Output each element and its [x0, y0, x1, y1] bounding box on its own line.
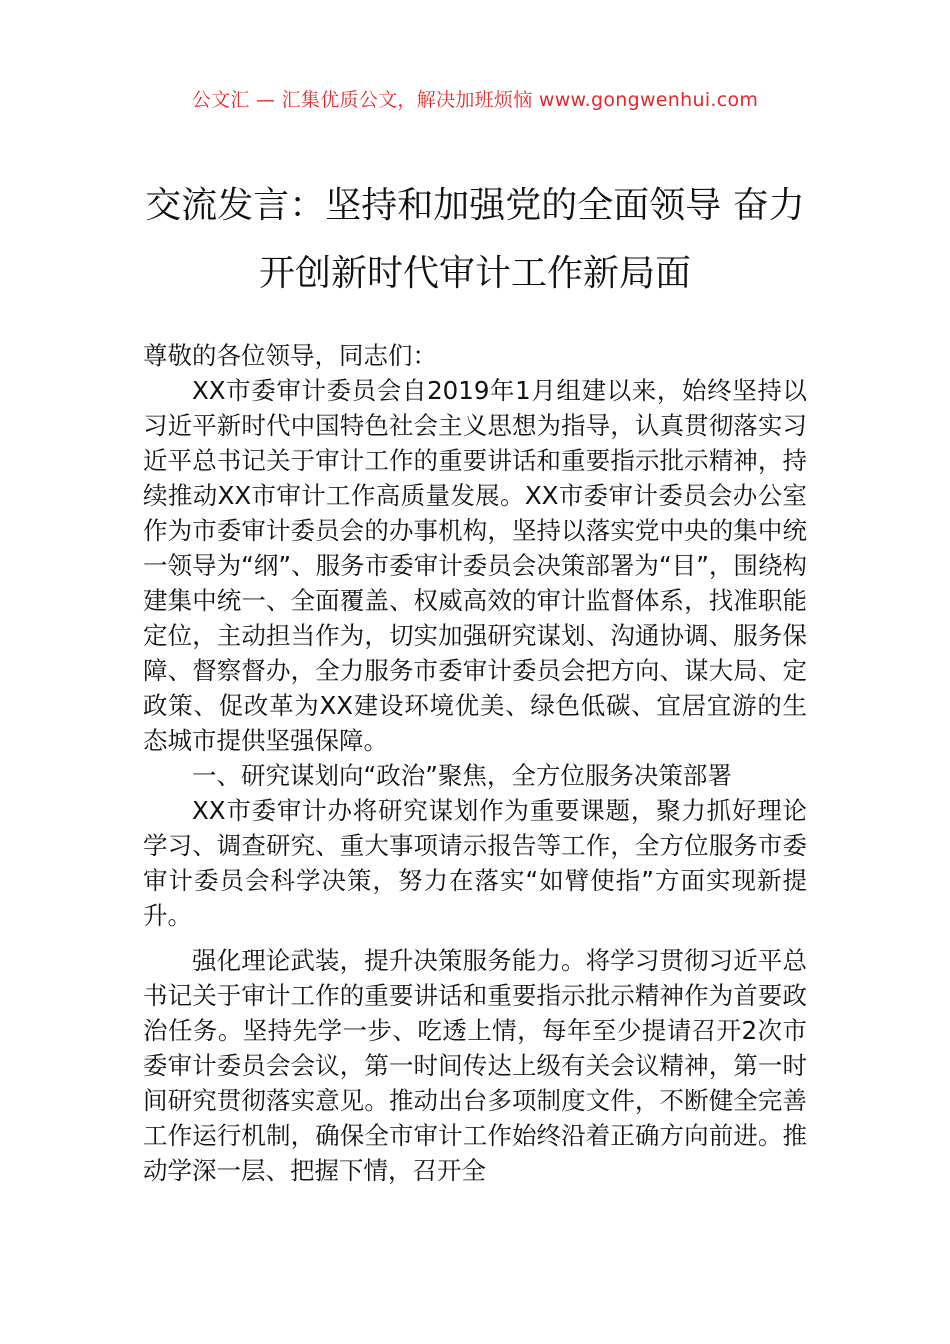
- paragraph-intro: XX市委审计委员会自2019年1月组建以来，始终坚持以习近平新时代中国特色社会主义思想为指导，认真贯彻落实习近平总书记关于审计工作的重要讲话和重要指示批示精神，持续推动XX市审计工作高质量发展。XX市委审计委员会办公室作为市委审计委员会的办事机构，坚持以落实党中央的集中统一领导为“纲”、服务市委审计委员会决策部署为“目”，围绕构建集中统一、全面覆盖、权威高效的审计监督体系，找准职能定位，主动担当作为，切实加强研究谋划、沟通协调、服务保障、督察督办，全力服务市委审计委员会把方向、谋大局、定政策、促改革为XX建设环境优美、绿色低碳、宜居宜游的生态城市提供坚强保障。: [143, 376, 807, 755]
- section-heading-1: 一、研究谋划向“政治”聚焦，全方位服务决策部署: [192, 761, 732, 790]
- document-body: [143, 338, 807, 1188]
- document-title: 交流发言：坚持和加强党的全面领导 奋力开创新时代审计工作新局面: [145, 185, 805, 294]
- paragraph-theory: 强化理论武装，提升决策服务能力。将学习贯彻习近平总书记关于审计工作的重要讲话和重要指示批示精神作为首要政治任务。坚持先学一步、吃透上情，每年至少提请召开2次市委审计委员会会议，第一时间传达上级有关会议精神，第一时间研究贯彻落实意见。推动出台多项制度文件，不断健全完善工作运行机制，确保全市审计工作始终沿着正确方向前进。推动学深一层、把握下情，召开全: [143, 946, 807, 1185]
- site-watermark-header[interactable]: 公文汇 — 汇集优质公文，解决加班烦恼 www.gongwenhui.com: [191, 89, 759, 111]
- salutation: 尊敬的各位领导，同志们：: [143, 341, 437, 370]
- paragraph-section-1: XX市委审计办将研究谋划作为重要课题，聚力抓好理论学习、调查研究、重大事项请示报告等工作，全方位服务市委审计委员会科学决策，努力在落实“如臂使指”方面实现新提升。: [143, 796, 807, 930]
